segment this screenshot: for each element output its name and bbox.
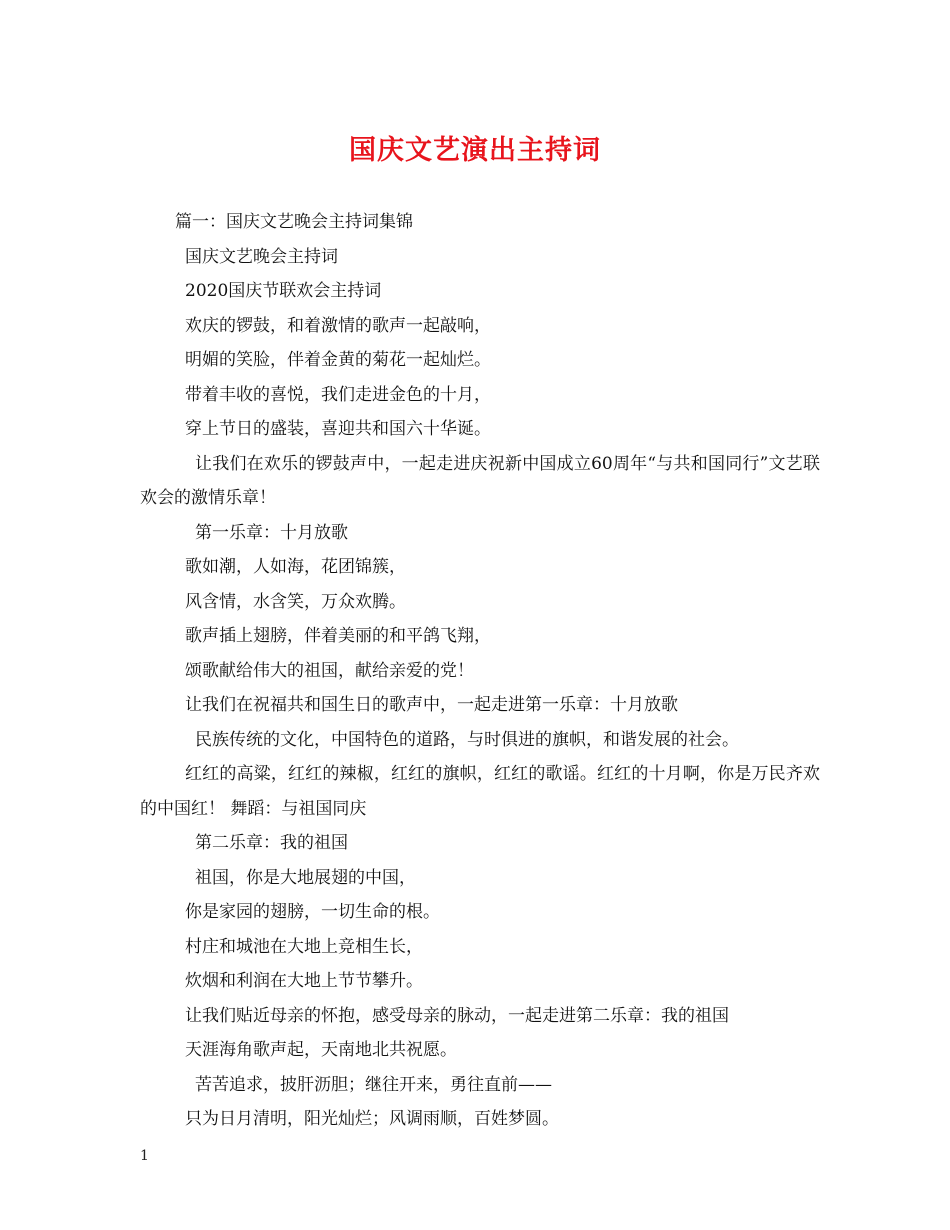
paragraph: 欢庆的锣鼓，和着激情的歌声一起敲响， bbox=[185, 315, 491, 336]
paragraph: 炊烟和利润在大地上节节攀升。 bbox=[185, 971, 423, 991]
paragraph: 村庄和城池在大地上竞相生长， bbox=[185, 936, 423, 957]
paragraph: 国庆文艺晚会主持词 bbox=[185, 246, 338, 267]
document-body bbox=[140, 205, 820, 1137]
paragraph: 让我们贴近母亲的怀抱，感受母亲的脉动，一起走进第二乐章：我的祖国 bbox=[185, 1005, 729, 1026]
paragraph: 苦苦追求，披肝沥胆；继往开来，勇往直前—— bbox=[195, 1074, 552, 1095]
paragraph: 明媚的笑脸，伴着金黄的菊花一起灿烂。 bbox=[185, 350, 491, 370]
paragraph: 风含情，水含笑，万众欢腾。 bbox=[185, 591, 406, 612]
paragraph: 天涯海角歌声起，天南地北共祝愿。 bbox=[185, 1040, 457, 1060]
paragraph: 穿上节日的盛装，喜迎共和国六十华诞。 bbox=[185, 419, 491, 439]
paragraph: 你是家园的翅膀，一切生命的根。 bbox=[185, 902, 440, 922]
paragraph: 红红的高粱，红红的辣椒，红红的旗帜，红红的歌谣。红红的十月啊，你是万民齐欢的中国红！ 舞蹈：与祖国同庆 bbox=[140, 764, 820, 819]
paragraph: 歌声插上翅膀，伴着美丽的和平鸽飞翔， bbox=[185, 626, 491, 646]
paragraph: 带着丰收的喜悦，我们走进金色的十月， bbox=[185, 384, 491, 405]
document-title: 国庆文艺演出主持词 bbox=[349, 135, 601, 166]
paragraph: 第一乐章：十月放歌 bbox=[195, 522, 348, 543]
page-number: 1 bbox=[140, 1148, 149, 1164]
paragraph: 祖国，你是大地展翅的中国， bbox=[195, 867, 416, 888]
paragraph: 让我们在欢乐的锣鼓声中，一起走进庆祝新中国成立60周年“与共和国同行”文艺联欢会的激情乐章！ bbox=[140, 453, 820, 508]
paragraph: 只为日月清明，阳光灿烂；风调雨顺，百姓梦圆。 bbox=[185, 1109, 559, 1129]
paragraph: 篇一：国庆文艺晚会主持词集锦 bbox=[175, 212, 413, 232]
paragraph: 民族传统的文化，中国特色的道路，与时俱进的旗帜，和谐发展的社会。 bbox=[195, 729, 739, 750]
paragraph: 第二乐章：我的祖国 bbox=[195, 833, 348, 853]
paragraph: 歌如潮，人如海，花团锦簇， bbox=[185, 557, 406, 577]
paragraph: 2020国庆节联欢会主持词 bbox=[185, 281, 382, 301]
paragraph: 让我们在祝福共和国生日的歌声中，一起走进第一乐章：十月放歌 bbox=[185, 695, 678, 715]
paragraph: 颂歌献给伟大的祖国，献给亲爱的党！ bbox=[185, 660, 474, 681]
